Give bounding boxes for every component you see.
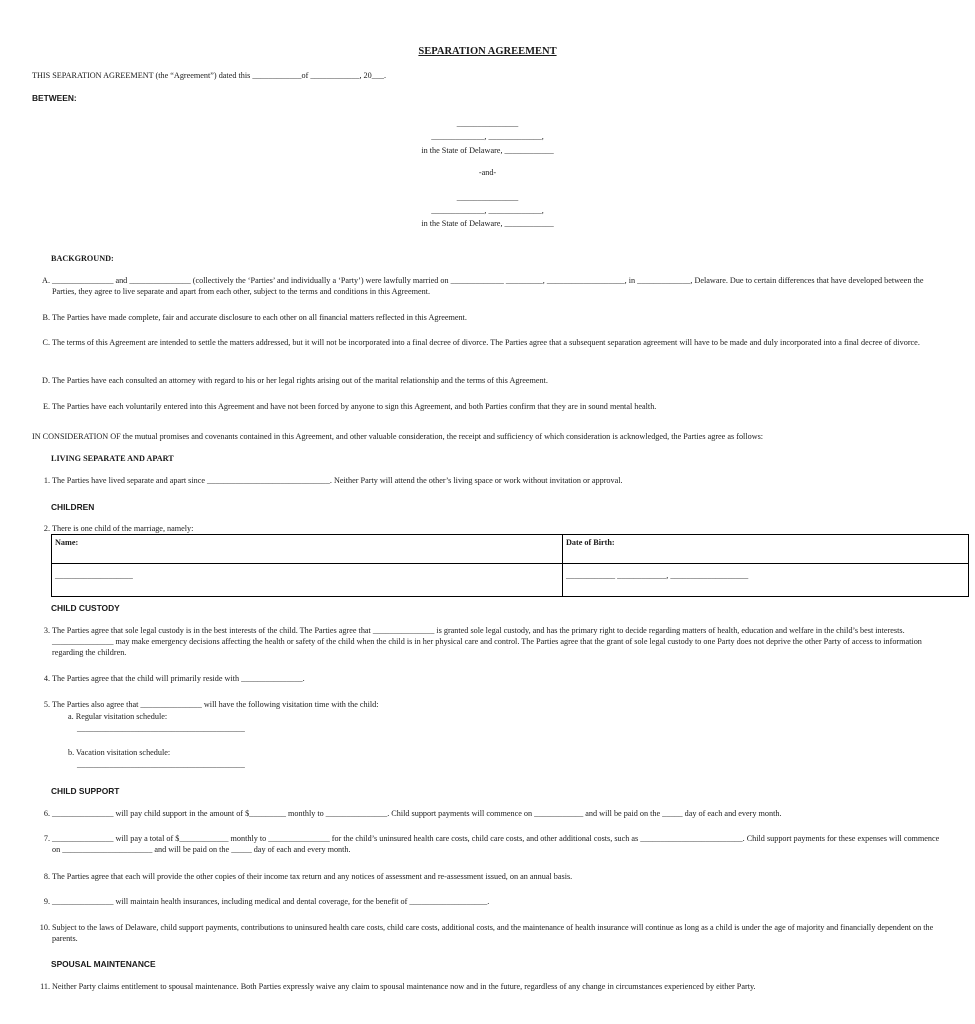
col-name-header: Name: [52, 535, 563, 564]
item-label: 9. [43, 897, 50, 906]
document-title: SEPARATION AGREEMENT [418, 46, 557, 57]
party1-address: _____________, _____________, [431, 132, 544, 141]
item-label: C. [42, 338, 50, 347]
custody-heading: CHILD CUSTODY [51, 603, 120, 613]
item-text: _______________ will pay a total of $____________ monthly to _______________ for the child’s uninsured health care costs, child care costs, and other additional costs, such as _________________________. Child support payments for these expenses will commence on ______________________ and will be paid on the _____ day of each and every month. [52, 834, 940, 854]
item-label: 4. [43, 674, 50, 683]
item-text: The Parties also agree that _______________ will have the following visitation time with the child: [52, 700, 379, 709]
col-dob-header: Date of Birth: [563, 535, 969, 564]
item-label: 8. [43, 872, 50, 881]
item-text: Subject to the laws of Delaware, child support payments, contributions to uninsured health care costs, child care costs, additional costs, and the maintenance of health insurance will continue as long as a child is under the age of majority and financially dependent on the parents. [52, 923, 934, 943]
item-text: _______________ will pay child support in the amount of $_________ monthly to _______________. Child support payments will commence on ____________ and will be paid on the _____ day of each and every month. [52, 809, 782, 818]
children-table [51, 534, 969, 597]
item-label: E. [42, 402, 50, 411]
living-heading: LIVING SEPARATE AND APART [51, 454, 174, 463]
item-text: Neither Party claims entitlement to spousal maintenance. Both Parties expressly waive any claim to spousal maintenance now and in the future, regardless of any change in circumstances experienced by either Party. [52, 982, 756, 991]
item-text: The Parties have lived separate and apart since ______________________________. Neither Party will attend the other’s living space or work without invitation or approval. [52, 476, 623, 485]
background-heading: BACKGROUND: [51, 254, 114, 263]
item-text: The Parties agree that sole legal custody is in the best interests of the child. The Parties agree that _______________ is granted sole legal custody, and has the primary right to decide regarding matters of health, education and welfare in the child’s best interests. _______________ may make emergency decisions affecting the health or safety of the child when the child is in her physical care and control. The Parties agree that the grant of sole legal custody to one Party does not deprive the other Party of access to information regarding the children. [52, 626, 922, 657]
party2-address: _____________, _____________, [431, 206, 544, 215]
item-text: The Parties agree that the child will primarily reside with _______________. [52, 674, 305, 683]
item-text: The Parties have each consulted an attorney with regard to his or her legal rights arising out of the marital relationship and the terms of this Agreement. [52, 376, 548, 385]
party2-name: _______________ [456, 193, 519, 202]
visitation-regular-label: a. Regular visitation schedule: [68, 712, 168, 721]
party1-state: in the State of Delaware, ____________ [421, 146, 554, 155]
item-text: The Parties have made complete, fair and accurate disclosure to each other on all financial matters reflected in this Agreement. [52, 313, 467, 322]
party1-name: _______________ [456, 119, 519, 128]
party2-state: in the State of Delaware, ____________ [421, 219, 554, 228]
item-label: 1. [43, 476, 50, 485]
item-text: There is one child of the marriage, namely: [52, 524, 194, 533]
item-text: _______________ and _______________ (collectively the ‘Parties’ and individually a ‘Party’) were lawfully married on _____________ _________, ___________________, in _____________, Delaware. Due to certain differences that have developed between the Parties, they agree to live separate and apart from each other, subject to the terms and conditions in this Agreement. [52, 276, 924, 296]
child-dob-cell: ____________ ____________, ___________________ [563, 564, 969, 597]
item-label: B. [42, 313, 50, 322]
intro-line: THIS SEPARATION AGREEMENT (the “Agreement”) dated this ____________of ____________, 20___. [32, 71, 387, 80]
item-label: 7. [43, 834, 50, 843]
and-separator: -and- [478, 168, 497, 177]
item-text: The Parties agree that each will provide the other copies of their income tax return and any notices of assessment and re-assessment issued, on an annual basis. [52, 872, 573, 881]
item-label: D. [42, 376, 50, 385]
item-text: The terms of this Agreement are intended to settle the matters addressed, but it will not be incorporated into a final decree of divorce. The Parties agree that a subsequent separation agreement will have to be made and duly incorporated into a final decree of divorce. [52, 338, 920, 347]
background-item-a [32, 275, 944, 299]
table-row [52, 564, 969, 597]
item-label: 3. [43, 626, 50, 635]
visitation-vacation-label: b. Vacation visitation schedule: [68, 748, 171, 757]
support-heading: CHILD SUPPORT [51, 786, 120, 796]
child-name-cell: ___________________ [52, 564, 563, 597]
children-heading: CHILDREN [51, 502, 95, 512]
item-label: 2. [43, 524, 50, 533]
visitation-regular-line: _________________________________________ [77, 724, 245, 733]
item-label: A. [42, 276, 50, 285]
item-text: The Parties have each voluntarily entered into this Agreement and have not been forced by anyone to sign this Agreement, and both Parties confirm that they are in sound mental health. [52, 402, 657, 411]
item-label: 6. [43, 809, 50, 818]
consideration-paragraph: IN CONSIDERATION OF the mutual promises and covenants contained in this Agreement, and other valuable consideration, the receipt and sufficiency of which consideration is acknowledged, the Parties agree as follows: [32, 432, 764, 441]
table-header-row [52, 535, 969, 564]
item-label: 11. [40, 982, 50, 991]
visitation-vacation-line: _________________________________________ [77, 760, 245, 769]
item-label: 5. [43, 700, 50, 709]
spousal-heading: SPOUSAL MAINTENANCE [51, 959, 156, 969]
between-label: BETWEEN: [32, 93, 77, 103]
item-text: _______________ will maintain health insurances, including medical and dental coverage, for the benefit of ___________________. [52, 897, 490, 906]
item-label: 10. [39, 923, 50, 932]
